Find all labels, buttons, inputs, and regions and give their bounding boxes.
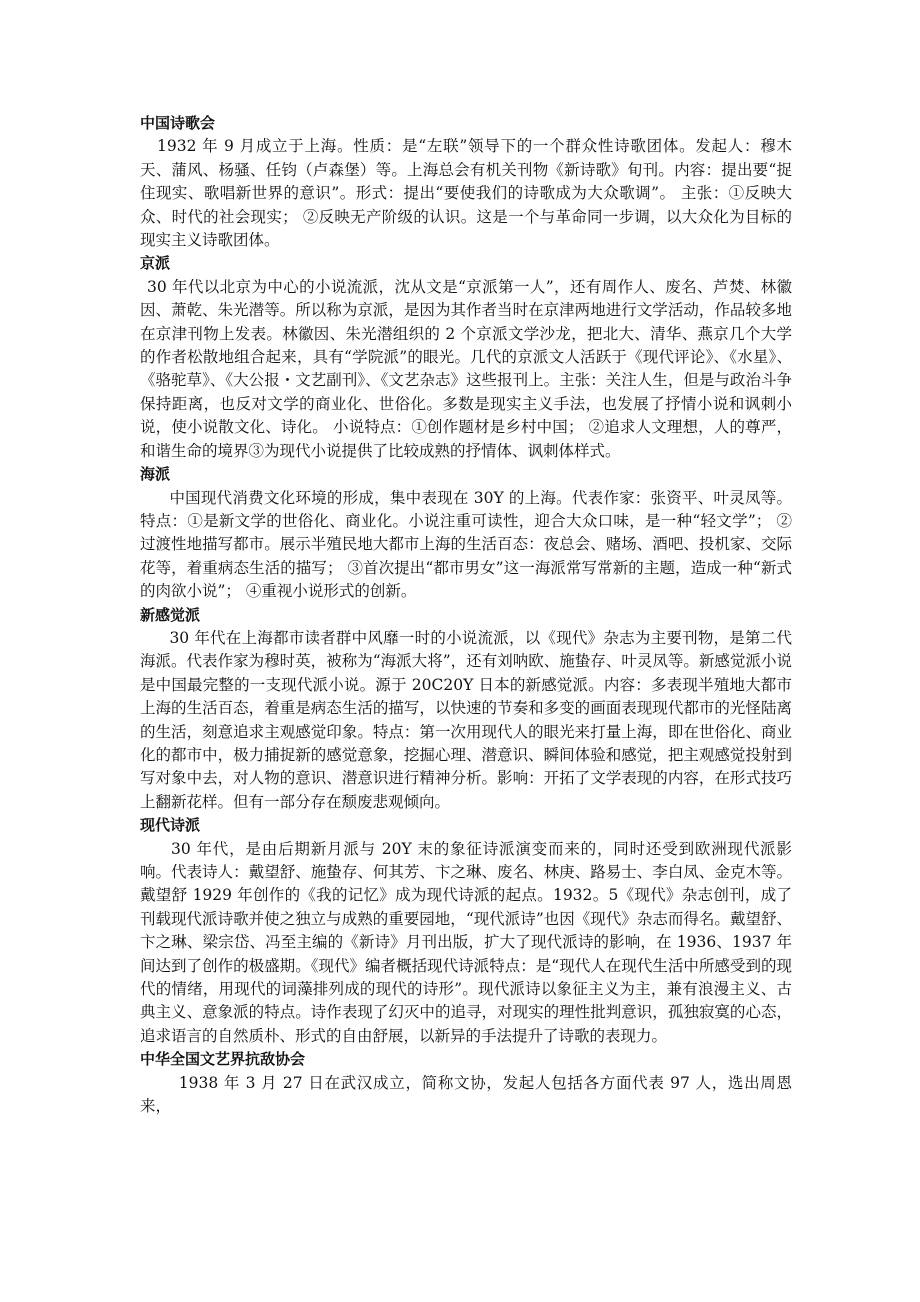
section-heading: 现代诗派 [140, 816, 201, 835]
section-body: 30 年代在上海都市读者群中风靡一时的小说流派，以《现代》杂志为主要刊物，是第二代海派。代表作家为穆时英，被称为“海派大将”，还有刘呐欧、施蛰存、叶灵凤等。新感觉派小说是中国最完整的一支现代派小说。源于 20C20Y 日本的新感觉派。内容：多表现半殖地大都市上海的生活百态，着重是病态生活的描写，以快速的节奏和多变的画面表现现代都市的光怪陆离的生活，刻意追求主观感觉印象。特点：第一次用现代人的眼光来打量上海，即在世俗化、商业化的都市中，极力捕捉新的感觉意象，挖掘心理、潜意识、瞬间体验和感觉，把主观感觉投射到写对象中去，对人物的意识、潜意识进行精神分析。影响：开拓了文学表现的内容，在形式技巧上翻新花样。但有一部分存在颓废悲观倾向。 [140, 628, 792, 811]
section-modern-poetry-school [140, 814, 792, 1048]
section-heading: 海派 [140, 465, 171, 484]
section-body: 1938 年 3 月 27 日在武汉成立，简称文协，发起人包括各方面代表 97 人，选出周恩来， [140, 1073, 792, 1116]
section-shanghai-school [140, 463, 792, 603]
section-heading: 中华全国文艺界抗敌协会 [140, 1050, 306, 1069]
document-page [140, 112, 792, 1118]
section-heading: 中国诗歌会 [140, 114, 216, 132]
section-heading: 京派 [140, 254, 171, 273]
section-jing-school [140, 252, 792, 463]
section-body: 30 年代以北京为中心的小说流派，沈从文是“京派第一人”，还有周作人、废名、芦焚、林徽因、萧乾、朱光潜等。所以称为京派，是因为其作者当时在京津两地进行文学活动，作品较多地在京津刊物上发表。林徽因、朱光潜组织的 2 个京派文学沙龙，把北大、清华、燕京几个大学的作者松散地组合起来，具有“学院派”的眼光。几代的京派文人活跃于《现代评论》、《水星》、《骆驼草》、《大公报・文艺副刊》、《文艺杂志》这些报刊上。主张：关注人生，但是与政治斗争保持距离，也反对文学的商业化、世俗化。多数是现实主义手法，也发展了抒情小说和讽刺小说，使小说散文化、诗化。 小说特点：①创作题材是乡村中国； ②追求人文理想，人的尊严，和谐生命的境界③为现代小说提供了比较成熟的抒情体、讽刺体样式。 [140, 277, 792, 460]
section-new-sensationism [140, 604, 792, 815]
section-body: 1932 年 9 月成立于上海。性质：是“左联”领导下的一个群众性诗歌团体。发起人：穆木天、蒲风、杨骚、任钧（卢森堡）等。上海总会有机关刊物《新诗歌》旬刊。内容：提出要“捉住现实、歌唱新世界的意识”。形式：提出“要使我们的诗歌成为大众歌调”。 主张：①反映大众、时代的社会现实； ②反映无产阶级的认识。这是一个与革命同一步调，以大众化为目标的现实主义诗歌团体。 [140, 137, 792, 250]
section-anti-aggression-association [140, 1048, 792, 1118]
section-china-poetry-society [140, 112, 792, 252]
section-heading: 新感觉派 [140, 605, 201, 624]
section-body: 中国现代消费文化环境的形成，集中表现在 30Y 的上海。代表作家：张资平、叶灵凤等。 特点：①是新文学的世俗化、商业化。小说注重可读性，迎合大众口味，是一种“轻文学”； ②过渡性地描写都市。展示半殖民地大都市上海的生活百态：夜总会、赌场、酒吧、投机家、交际花等，着重病态生活的描写； ③首次提出“都市男女”这一海派常写常新的主题，造成一种“新式的肉欲小说”； ④重视小说形式的创新。 [140, 488, 792, 601]
section-body: 30 年代，是由后期新月派与 20Y 末的象征诗派演变而来的，同时还受到欧洲现代派影响。代表诗人：戴望舒、施蛰存、何其芳、卞之琳、废名、林庚、路易士、李白凤、金克木等。 戴望舒 1929 年创作的《我的记忆》成为现代诗派的起点。1932。5《现代》杂志创刊，成了刊载现代派诗歌并使之独立与成熟的重要园地，“现代派诗”也因《现代》杂志而得名。戴望舒、卞之琳、梁宗岱、冯至主编的《新诗》月刊出版，扩大了现代派诗的影响，在 1936、1937 年间达到了创作的极盛期。《现代》编者概括现代诗派特点：是“现代人在现代生活中所感受到的现代的情绪，用现代的词藻排列成的现代的诗形”。现代派诗以象征主义为主，兼有浪漫主义、古典主义、意象派的特点。诗作表现了幻灭中的追寻，对现实的理性批判意识，孤独寂寞的心态，追求语言的自然质朴、形式的自由舒展，以新异的手法提升了诗歌的表现力。 [140, 839, 792, 1045]
